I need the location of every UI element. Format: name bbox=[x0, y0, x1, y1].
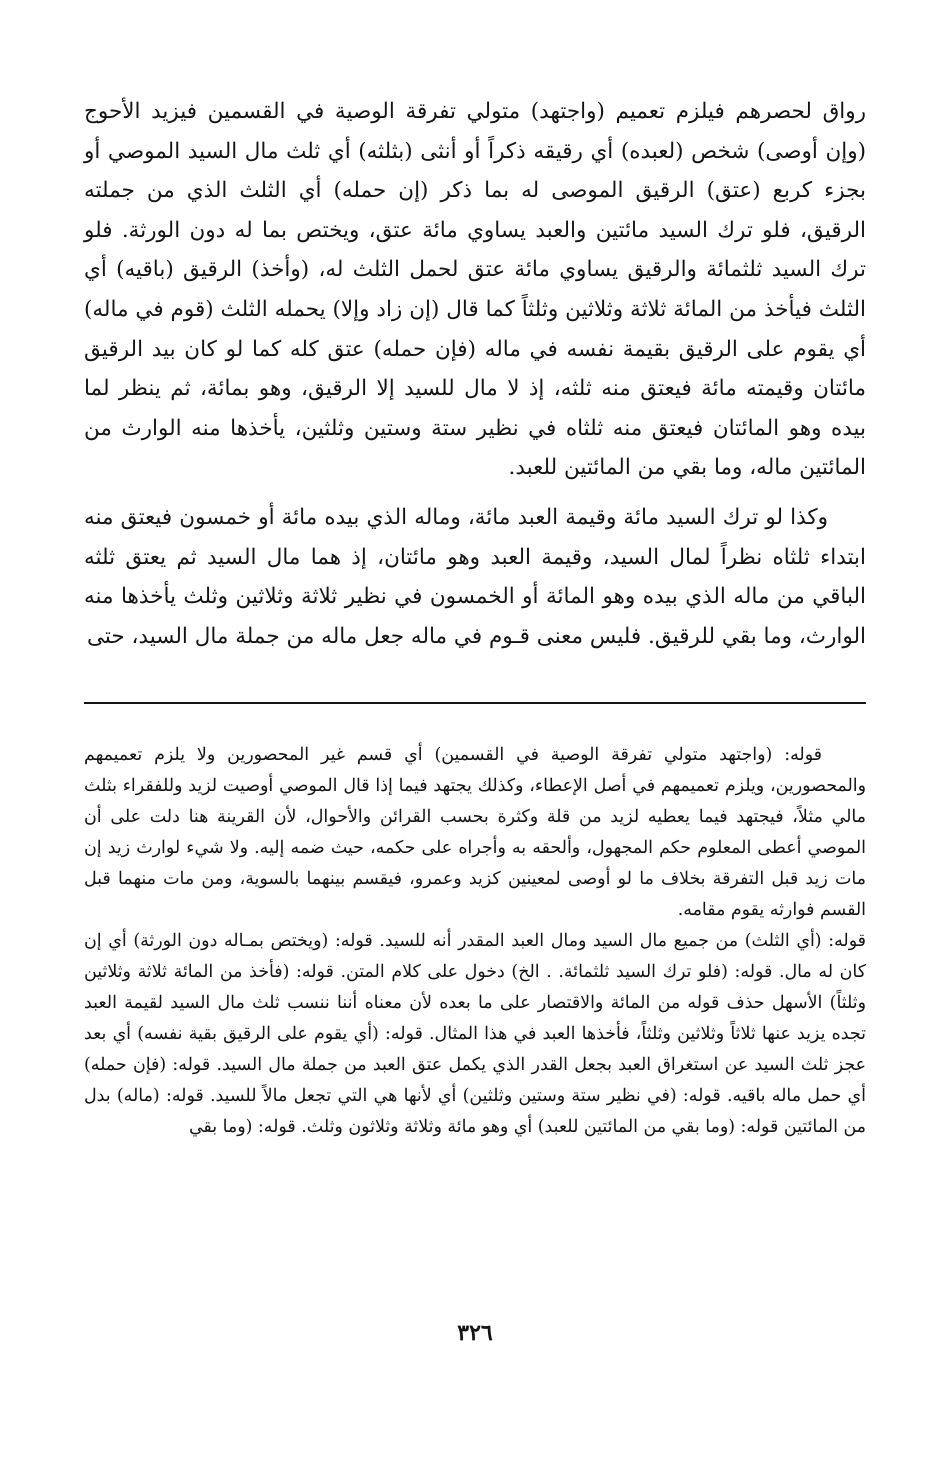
main-text bbox=[84, 92, 866, 656]
footnote-divider bbox=[84, 702, 866, 704]
footnote-paragraph: قوله: (أي الثلث) من جميع مال السيد ومال العبد المقدر أنه للسيد. قوله: (ويختص بمـاله دون الورثة) أي إن كان له مال. قوله: (فلو ترك السيد ثلثمائة. . الخ) دخول على كلام المتن. قوله: (فأخذ من المائة ثلاثة وثلاثين وثلثاً) الأسهل حذف قوله من المائة والاقتصار على ما بعده لأن معناه أننا ننسب ثلث مال السيد لقيمة العبد تجده يزيد عنها ثلاثاً وثلاثين وثلثاً، فأخذها العبد في هذا المثال. قوله: (أي يقوم على الرقيق بقية نفسه) أي بعد عجز ثلث السيد عن استغراق العبد بجعل القدر الذي يكمل عتق العبد من جملة مال السيد. قوله: (فإن حمله) أي حمل ماله باقيه. قوله: (في نظير ستة وستين وثلثين) أي لأنها هي التي تجعل مالاً للسيد. قوله: (ماله) بدل من المائتين قوله: (وما بقي من المائتين للعبد) أي وهو مائة وثلاثة وثلاثون وثلث. قوله: (وما بقي bbox=[84, 931, 866, 1137]
main-paragraph: وكذا لو ترك السيد مائة وقيمة العبد مائة، وماله الذي بيده مائة أو خمسون فيعتق منه ابتداء ثلثاه نظراً لمال السيد، وقيمة العبد وهو مائتان، إذ هما مال السيد ثم يعتق ثلثه الباقي من ماله الذي بيده وهو المائة أو الخمسون في نظير ثلاثة وثلاثين وثلث يأخذها منه الوارث، وما بقي للرقيق. فليس معنى قـوم في ماله جعل ماله من جملة مال السيد، حتى bbox=[84, 504, 866, 649]
page-number: ٣٢٦ bbox=[457, 1320, 493, 1346]
main-paragraph: رواق لحصرهم فيلزم تعميم (واجتهد) متولي تفرقة الوصية في القسمين فيزيد الأحوج (وإن أوصى) شخص (لعبده) أي رقيقه ذكراً أو أنثى (بثلثه) أي ثلث مال السيد الموصي أو بجزء كربع (عتق) الرقيق الموصى له بما ذكر (إن حمله) أي الثلث الذي من جملته الرقيق، فلو ترك السيد مائتين والعبد يساوي مائة عتق، ويختص بما له دون الورثة. فلو ترك السيد ثلثمائة والرقيق يساوي مائة عتق لحمل الثلث له، (وأخذ) الرقيق (باقيه) أي الثلث فيأخذ من المائة ثلاثة وثلاثين وثلثاً كما قال (إن زاد وإلا) يحمله الثلث (قوم في ماله) أي يقوم على الرقيق بقيمة نفسه في ماله (فإن حمله) عتق كله كما لو كان بيد الرقيق مائتان وقيمته مائة فيعتق منه ثلثه، إذ لا مال للسيد إلا الرقيق، وهو بمائة، ثم ينظر لما بيده وهو المائتان فيعتق منه ثلثاه في نظير ستة وستين وثلثين، يأخذها منه الوارث من المائتين ماله، وما بقي من المائتين للعبد. bbox=[84, 99, 866, 481]
footnotes bbox=[84, 740, 866, 1143]
footnote-paragraph: قوله: (واجتهد متولي تفرقة الوصية في القسمين) أي قسم غير المحصورين ولا يلزم تعميمهم والمحصورين، ويلزم تعميمهم في أصل الإعطاء، وكذلك يجتهد فيما إذا قال الموصي أوصيت لزيد وللفقراء بثلث مالي مثلاً، فيجتهد فيما يعطيه لزيد من قلة وكثرة بحسب القرائن والأحوال، لأن القرينة هنا دلت على أن الموصي أعطى المعلوم حكم المجهول، وألحقه به وأجراه على حكمه، حيث ضمه إليه. ولا شيء لوارث زيد إن مات زيد قبل التفرقة بخلاف ما لو أوصى لمعينين كزيد وعمرو، فيقسم بينهما بالسوية، ومن مات منهما قبل القسم فوارثه يقوم مقامه. bbox=[84, 745, 866, 920]
book-page bbox=[84, 92, 866, 1422]
